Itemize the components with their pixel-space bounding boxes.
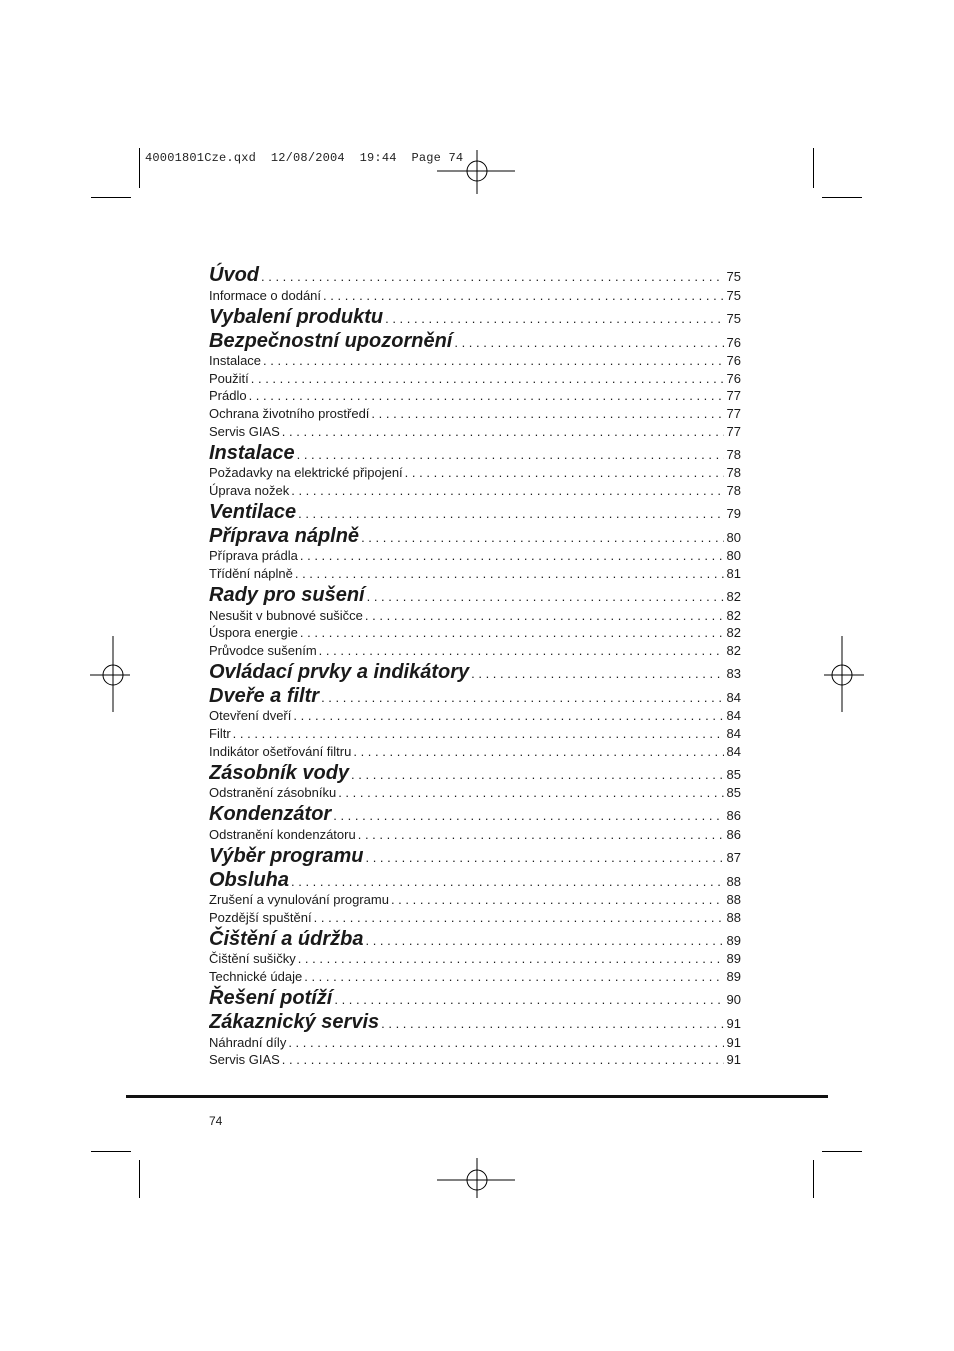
toc-subsection-entry	[209, 891, 741, 909]
toc-entry-label: Odstranění kondenzátoru	[209, 826, 356, 842]
toc-entry-page: 84	[726, 708, 741, 724]
toc-subsection-entry	[209, 1051, 741, 1069]
toc-entry-label: Třídění náplně	[209, 565, 293, 581]
toc-entry-page: 83	[726, 665, 741, 681]
toc-dot-leader	[385, 311, 723, 328]
toc-entry-page: 85	[726, 766, 741, 782]
toc-dot-leader	[297, 447, 724, 464]
toc-entry-label: Rady pro sušení	[209, 583, 365, 606]
toc-entry-page: 77	[726, 388, 741, 404]
toc-entry-label: Servis GIAS	[209, 423, 280, 439]
toc-dot-leader	[293, 708, 723, 724]
toc-section-entry	[209, 262, 741, 286]
toc-subsection-entry	[209, 967, 741, 985]
toc-section-entry	[209, 760, 741, 784]
toc-entry-label: Obsluha	[209, 868, 290, 891]
toc-dot-leader	[321, 690, 723, 707]
toc-entry-page: 82	[726, 588, 741, 604]
toc-entry-label: Technické údaje	[209, 969, 303, 985]
toc-dot-leader	[295, 566, 724, 582]
toc-subsection-entry	[209, 564, 741, 582]
toc-entry-page: 88	[726, 909, 741, 925]
toc-entry-label: Instalace	[209, 353, 262, 369]
toc-entry-page: 91	[726, 1034, 741, 1050]
toc-dot-leader	[319, 643, 724, 659]
toc-dot-leader	[314, 910, 724, 926]
toc-entry-label: Použití	[209, 370, 249, 386]
crop-mark-bottom-left-vertical	[139, 1160, 140, 1198]
toc-entry-page: 81	[726, 565, 741, 581]
toc-section-entry	[209, 523, 741, 547]
toc-entry-label: Průvodce sušením	[209, 642, 317, 658]
toc-dot-leader	[304, 969, 723, 985]
toc-entry-label: Zákaznický servis	[209, 1011, 380, 1034]
toc-dot-leader	[358, 827, 724, 843]
toc-subsection-entry	[209, 481, 741, 499]
toc-dot-leader	[300, 625, 724, 641]
toc-section-entry	[209, 683, 741, 707]
toc-dot-leader	[365, 933, 723, 950]
toc-entry-page: 82	[726, 642, 741, 658]
toc-subsection-entry	[209, 908, 741, 926]
crop-mark-bottom-right-horizontal	[822, 1151, 862, 1152]
toc-entry-page: 80	[726, 548, 741, 564]
toc-section-entry	[209, 1009, 741, 1033]
toc-entry-page: 75	[726, 269, 741, 284]
toc-entry-label: Zrušení a vynulování programu	[209, 892, 389, 908]
toc-entry-page: 79	[726, 505, 741, 521]
toc-dot-leader	[251, 371, 724, 387]
toc-dot-leader	[323, 288, 724, 304]
toc-dot-leader	[291, 483, 723, 499]
toc-entry-label: Indikátor ošetřování filtru	[209, 743, 352, 759]
toc-entry-label: Nesušit v bubnové sušičce	[209, 607, 363, 623]
toc-dot-leader	[381, 1016, 723, 1033]
toc-entry-label: Náhradní díly	[209, 1034, 287, 1050]
toc-subsection-entry	[209, 352, 741, 370]
toc-entry-page: 75	[726, 310, 741, 326]
toc-entry-label: Čištění sušičky	[209, 951, 296, 967]
toc-entry-page: 91	[726, 1016, 741, 1032]
toc-entry-label: Kondenzátor	[209, 803, 332, 826]
toc-dot-leader	[263, 353, 723, 369]
toc-entry-page: 91	[726, 1052, 741, 1068]
toc-entry-page: 82	[726, 607, 741, 623]
toc-subsection-entry	[209, 286, 741, 304]
toc-subsection-entry	[209, 707, 741, 725]
toc-entry-label: Úvod	[209, 264, 259, 286]
toc-subsection-entry	[209, 624, 741, 642]
toc-entry-label: Ventilace	[209, 500, 297, 523]
toc-entry-page: 84	[726, 689, 741, 705]
toc-entry-page: 76	[726, 370, 741, 386]
toc-dot-leader	[391, 892, 724, 908]
toc-section-entry	[209, 867, 741, 891]
toc-entry-label: Výběr programu	[209, 844, 364, 867]
toc-section-entry	[209, 582, 741, 606]
toc-dot-leader	[282, 1052, 724, 1068]
toc-entry-page: 84	[726, 725, 741, 741]
crop-mark-top-left-vertical	[139, 148, 140, 188]
toc-entry-page: 78	[726, 465, 741, 481]
crop-mark-bottom-left-horizontal	[91, 1151, 131, 1152]
toc-entry-label: Ochrana životního prostředí	[209, 405, 370, 421]
toc-entry-label: Dveře a filtr	[209, 684, 320, 707]
toc-entry-page: 90	[726, 992, 741, 1008]
toc-entry-label: Požadavky na elektrické připojení	[209, 465, 403, 481]
page-number: 74	[209, 1114, 223, 1128]
toc-dot-leader	[353, 744, 723, 760]
toc-entry-page: 82	[726, 625, 741, 641]
toc-section-entry	[209, 304, 741, 328]
toc-section-entry	[209, 985, 741, 1009]
registration-mark-right-icon	[822, 636, 864, 714]
toc-dot-leader	[249, 388, 724, 404]
toc-entry-page: 89	[726, 932, 741, 948]
toc-entry-page: 76	[726, 334, 741, 350]
toc-section-entry	[209, 926, 741, 950]
toc-entry-label: Zásobník vody	[209, 761, 350, 784]
crop-mark-top-right-horizontal	[822, 197, 862, 198]
toc-entry-page: 85	[726, 785, 741, 801]
toc-dot-leader	[351, 767, 724, 784]
toc-dot-leader	[371, 406, 723, 422]
toc-entry-page: 76	[726, 353, 741, 369]
toc-entry-page: 89	[726, 969, 741, 985]
toc-subsection-entry	[209, 742, 741, 760]
print-slug: 40001801Cze.qxd 12/08/2004 19:44 Page 74	[145, 151, 464, 165]
toc-entry-label: Prádlo	[209, 388, 247, 404]
toc-entry-page: 80	[726, 529, 741, 545]
toc-entry-page: 77	[726, 423, 741, 439]
toc-dot-leader	[334, 992, 723, 1009]
toc-dot-leader	[298, 951, 724, 967]
toc-subsection-entry	[209, 606, 741, 624]
toc-entry-page: 89	[726, 951, 741, 967]
toc-entry-label: Vybalení produktu	[209, 305, 384, 328]
toc-dot-leader	[365, 608, 724, 624]
toc-entry-page: 84	[726, 743, 741, 759]
toc-entry-page: 86	[726, 826, 741, 842]
toc-entry-page: 86	[726, 808, 741, 824]
crop-mark-bottom-right-vertical	[813, 1160, 814, 1198]
toc-section-entry	[209, 801, 741, 825]
toc-entry-label: Ovládací prvky a indikátory	[209, 660, 470, 683]
toc-entry-page: 88	[726, 892, 741, 908]
toc-section-entry	[209, 499, 741, 523]
toc-section-entry	[209, 659, 741, 683]
toc-subsection-entry	[209, 784, 741, 802]
toc-entry-label: Příprava prádla	[209, 548, 298, 564]
toc-section-entry	[209, 843, 741, 867]
toc-subsection-entry	[209, 950, 741, 968]
toc-dot-leader	[298, 506, 723, 523]
toc-entry-page: 75	[726, 287, 741, 303]
toc-entry-label: Informace o dodání	[209, 287, 322, 303]
toc-dot-leader	[300, 548, 724, 564]
toc-dot-leader	[333, 808, 723, 825]
toc-entry-label: Otevření dveří	[209, 708, 292, 724]
toc-subsection-entry	[209, 825, 741, 843]
toc-subsection-entry	[209, 464, 741, 482]
toc-subsection-entry	[209, 724, 741, 742]
toc-entry-label: Servis GIAS	[209, 1052, 280, 1068]
toc-subsection-entry	[209, 387, 741, 405]
toc-dot-leader	[233, 726, 724, 742]
toc-dot-leader	[367, 589, 724, 606]
toc-dot-leader	[261, 269, 724, 286]
toc-entry-label: Příprava náplně	[209, 524, 360, 547]
toc-section-entry	[209, 440, 741, 464]
toc-entry-label: Úprava nožek	[209, 482, 290, 498]
toc-entry-label: Pozdější spuštění	[209, 909, 312, 925]
toc-section-entry	[209, 328, 741, 352]
toc-subsection-entry	[209, 641, 741, 659]
toc-dot-leader	[405, 465, 724, 481]
table-of-contents	[209, 262, 741, 1068]
toc-entry-page: 87	[726, 849, 741, 865]
toc-entry-label: Instalace	[209, 441, 295, 464]
registration-mark-top-icon	[437, 148, 517, 194]
toc-entry-label: Úspora energie	[209, 625, 298, 641]
toc-subsection-entry	[209, 404, 741, 422]
toc-entry-label: Řešení potíží	[209, 987, 333, 1010]
toc-dot-leader	[291, 874, 724, 891]
toc-dot-leader	[282, 424, 724, 440]
crop-mark-top-right-vertical	[813, 148, 814, 188]
toc-subsection-entry	[209, 422, 741, 440]
toc-entry-page: 78	[726, 446, 741, 462]
toc-subsection-entry	[209, 1033, 741, 1051]
toc-entry-label: Bezpečnostní upozornění	[209, 329, 453, 352]
toc-entry-page: 78	[726, 482, 741, 498]
toc-subsection-entry	[209, 369, 741, 387]
toc-entry-page: 88	[726, 873, 741, 889]
toc-dot-leader	[338, 785, 723, 801]
registration-mark-bottom-icon	[437, 1158, 517, 1200]
toc-dot-leader	[288, 1035, 723, 1051]
toc-dot-leader	[471, 666, 723, 683]
toc-entry-page: 77	[726, 405, 741, 421]
toc-entry-label: Filtr	[209, 725, 231, 741]
registration-mark-left-icon	[90, 636, 132, 714]
toc-dot-leader	[365, 850, 723, 867]
toc-entry-label: Čištění a údržba	[209, 927, 364, 950]
toc-subsection-entry	[209, 547, 741, 565]
crop-mark-top-left-horizontal	[91, 197, 131, 198]
toc-dot-leader	[454, 335, 723, 352]
toc-dot-leader	[361, 530, 723, 547]
footer-rule	[126, 1095, 828, 1098]
toc-entry-label: Odstranění zásobníku	[209, 785, 337, 801]
